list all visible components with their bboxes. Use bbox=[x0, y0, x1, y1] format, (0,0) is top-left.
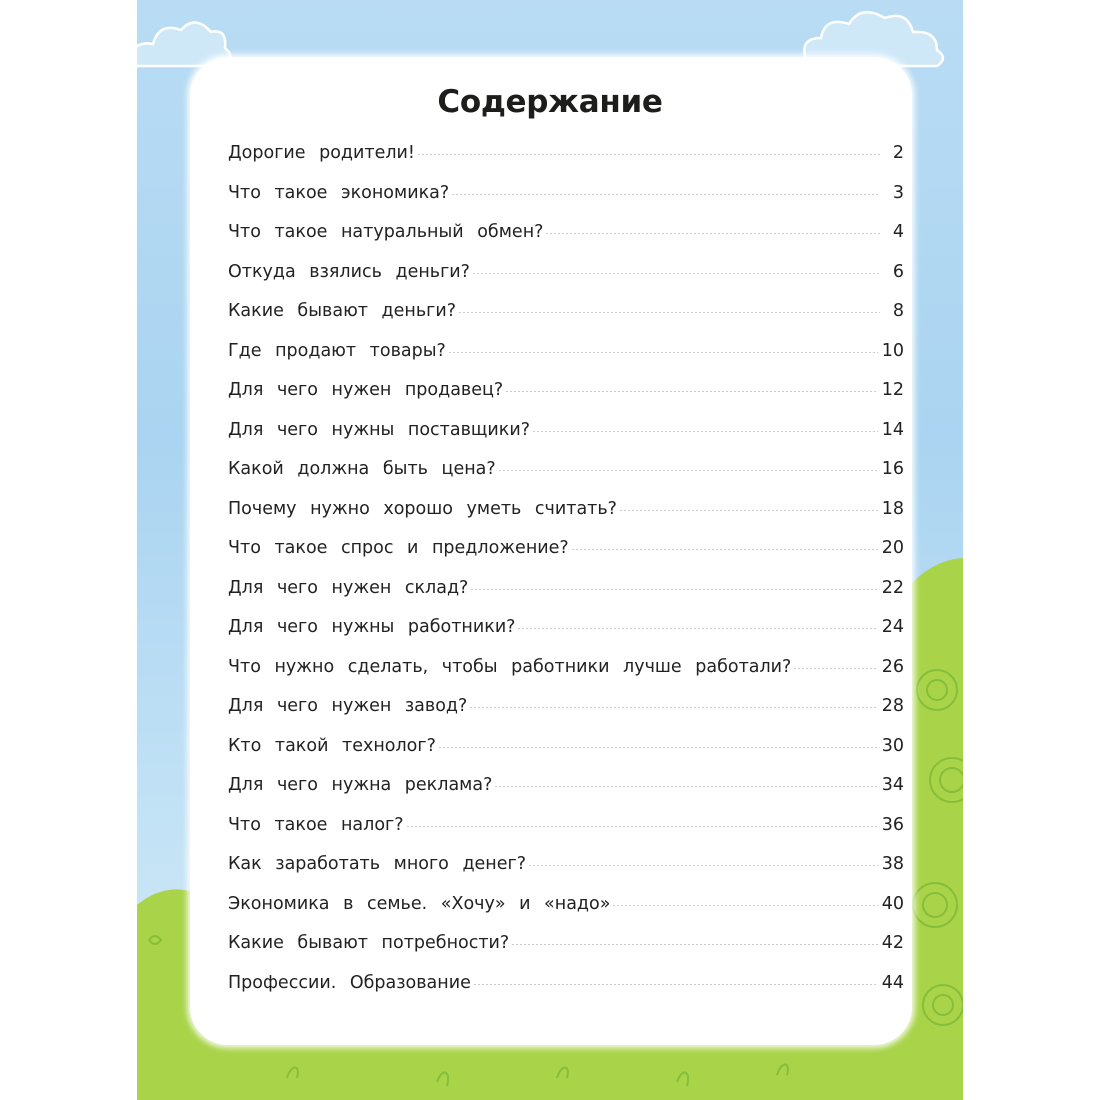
toc-page-number: 8 bbox=[892, 301, 904, 321]
toc-entry[interactable] bbox=[228, 894, 904, 934]
dot-leader bbox=[469, 707, 877, 708]
toc-entry[interactable] bbox=[228, 380, 904, 420]
toc-entry[interactable] bbox=[228, 973, 904, 1013]
dot-leader bbox=[571, 549, 878, 550]
toc-entry-title: Для чего нужна реклама? bbox=[228, 775, 493, 795]
toc-entry-title: Что такое натуральный обмен? bbox=[228, 222, 544, 242]
toc-entry-title: Где продают товары? bbox=[228, 340, 446, 361]
dot-leader bbox=[406, 826, 878, 827]
toc-entry-title: Что такое спрос и предложение? bbox=[228, 538, 569, 558]
dot-leader bbox=[545, 233, 880, 234]
toc-entry[interactable] bbox=[228, 420, 904, 460]
toc-entry[interactable] bbox=[228, 143, 904, 183]
dot-leader bbox=[511, 944, 878, 945]
toc-page-number: 4 bbox=[892, 222, 904, 242]
toc-entry-title: Для чего нужны работники? bbox=[228, 617, 516, 637]
toc-entry[interactable] bbox=[228, 262, 904, 302]
dot-leader bbox=[451, 194, 880, 195]
dot-leader bbox=[505, 391, 878, 392]
toc-entry[interactable] bbox=[228, 459, 904, 499]
dot-leader bbox=[619, 510, 878, 511]
toc-entry[interactable] bbox=[228, 657, 904, 697]
toc-page-number: 40 bbox=[881, 893, 904, 914]
toc-page-number: 26 bbox=[881, 656, 904, 677]
dot-leader bbox=[528, 865, 878, 866]
toc-entry[interactable] bbox=[228, 933, 904, 973]
toc-entry-title: Кто такой технолог? bbox=[228, 735, 436, 756]
toc-entry-title: Что такое экономика? bbox=[228, 182, 450, 203]
toc-entry-title: Какие бывают деньги? bbox=[228, 301, 457, 321]
toc-entry[interactable] bbox=[228, 815, 904, 855]
toc-page-number: 18 bbox=[881, 498, 904, 519]
toc-page-number: 28 bbox=[881, 696, 904, 716]
dot-leader bbox=[517, 628, 877, 629]
toc-page-number: 10 bbox=[881, 340, 904, 361]
toc-entry[interactable] bbox=[228, 341, 904, 381]
toc-page-number: 42 bbox=[881, 933, 904, 953]
toc-page-number: 22 bbox=[881, 577, 904, 598]
toc-page-number: 38 bbox=[881, 854, 904, 874]
toc-entry[interactable] bbox=[228, 854, 904, 894]
toc-entry-title: Для чего нужен завод? bbox=[228, 696, 468, 716]
toc-page-number: 3 bbox=[892, 182, 904, 203]
toc-entry-title: Экономика в семье. «Хочу» и «надо» bbox=[228, 893, 611, 914]
toc-page-number: 2 bbox=[892, 143, 904, 163]
toc-page-number: 16 bbox=[881, 459, 904, 479]
toc-entry[interactable] bbox=[228, 617, 904, 657]
dot-leader bbox=[438, 747, 878, 748]
toc-entry-title: Для чего нужны поставщики? bbox=[228, 419, 530, 440]
toc-entry[interactable] bbox=[228, 775, 904, 815]
toc-entry-title: Профессии. Образование bbox=[228, 972, 471, 993]
toc-entry[interactable] bbox=[228, 499, 904, 539]
toc-entry[interactable] bbox=[228, 183, 904, 223]
dot-leader bbox=[498, 470, 878, 471]
toc-page-number: 36 bbox=[881, 814, 904, 835]
toc-entry-title: Какой должна быть цена? bbox=[228, 459, 496, 479]
toc-entry-title: Почему нужно хорошо уметь считать? bbox=[228, 498, 617, 519]
toc-entry[interactable] bbox=[228, 301, 904, 341]
toc-entry-title: Дорогие родители! bbox=[228, 143, 415, 163]
toc-page-number: 12 bbox=[881, 380, 904, 400]
toc-page-number: 34 bbox=[881, 775, 904, 795]
dot-leader bbox=[448, 352, 878, 353]
toc-entry[interactable] bbox=[228, 578, 904, 618]
dot-leader bbox=[472, 273, 880, 274]
dot-leader bbox=[532, 431, 878, 432]
dot-leader bbox=[473, 984, 878, 985]
toc-entry-title: Какие бывают потребности? bbox=[228, 933, 510, 953]
toc-entry-title: Откуда взялись деньги? bbox=[228, 261, 470, 282]
toc-page-number: 44 bbox=[881, 972, 904, 993]
dot-leader bbox=[612, 905, 877, 906]
toc-entry-title: Для чего нужен продавец? bbox=[228, 380, 504, 400]
toc-page-number: 6 bbox=[892, 261, 904, 282]
toc-entry[interactable] bbox=[228, 222, 904, 262]
toc-page-number: 14 bbox=[881, 419, 904, 440]
toc-entry[interactable] bbox=[228, 696, 904, 736]
dot-leader bbox=[417, 154, 880, 155]
toc-entry[interactable] bbox=[228, 736, 904, 776]
toc-page-number: 24 bbox=[881, 617, 904, 637]
toc-entry-title: Что такое налог? bbox=[228, 814, 404, 835]
toc-entry-title: Как заработать много денег? bbox=[228, 854, 527, 874]
toc-entry-title: Для чего нужен склад? bbox=[228, 577, 469, 598]
table-of-contents bbox=[228, 143, 904, 1012]
dot-leader bbox=[458, 312, 880, 313]
dot-leader bbox=[470, 589, 877, 590]
toc-page-number: 20 bbox=[881, 538, 904, 558]
page-title: Содержание bbox=[437, 84, 663, 120]
dot-leader bbox=[793, 668, 877, 669]
toc-entry[interactable] bbox=[228, 538, 904, 578]
toc-entry-title: Что нужно сделать, чтобы работники лучше работали? bbox=[228, 656, 792, 677]
toc-page-number: 30 bbox=[881, 735, 904, 756]
dot-leader bbox=[494, 786, 877, 787]
